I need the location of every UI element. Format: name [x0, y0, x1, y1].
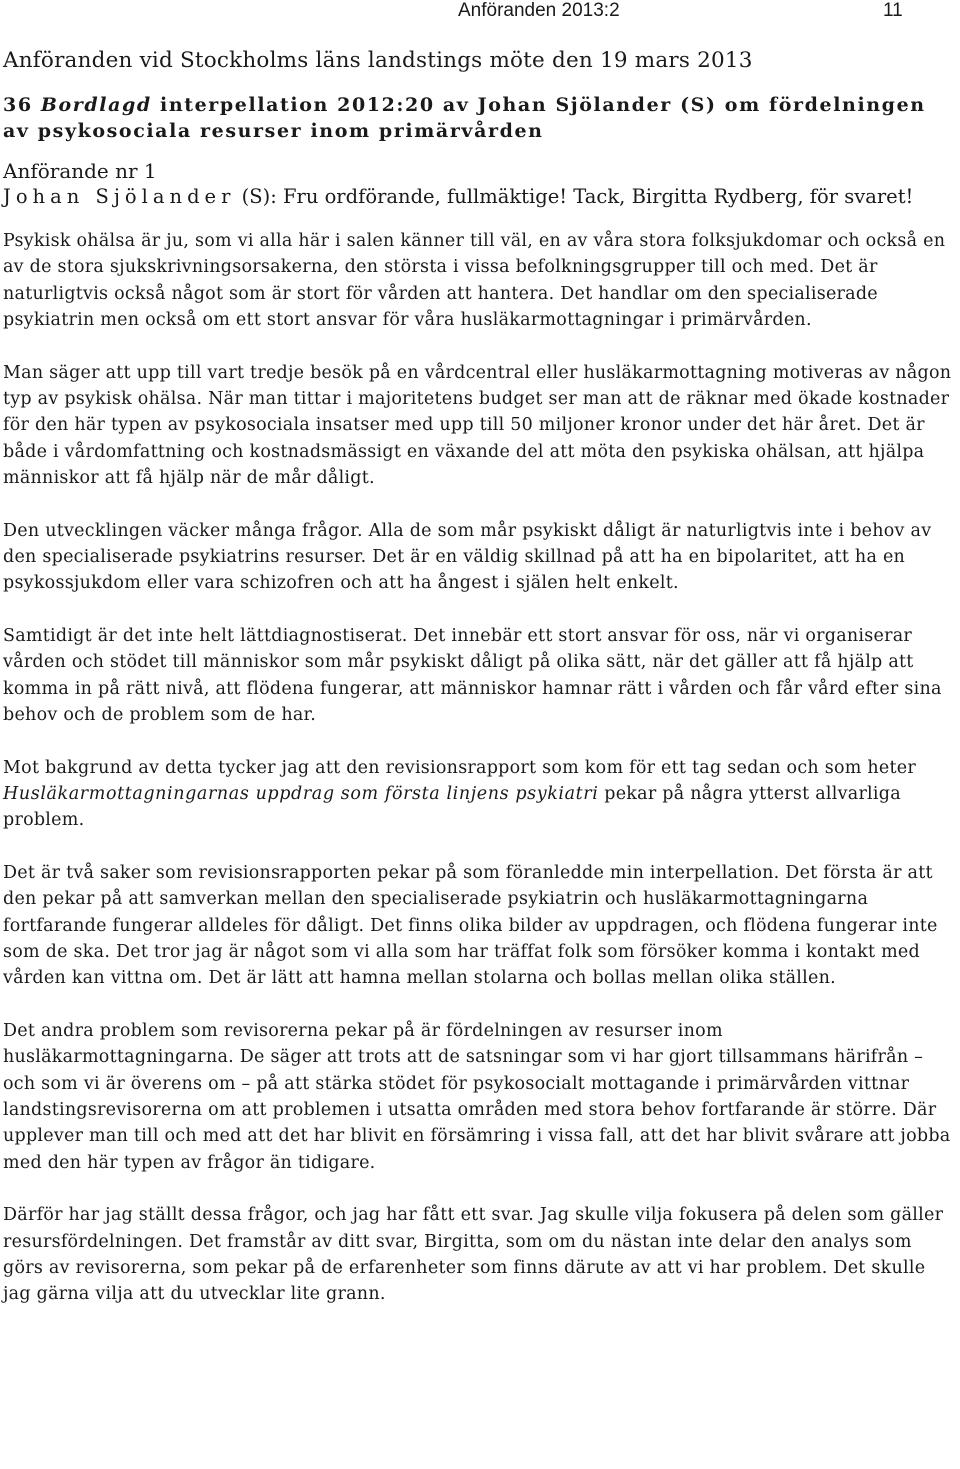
- agenda-item-heading: [3, 92, 955, 144]
- speaker-opening: (S): Fru ordförande, fullmäktige! Tack, Birgitta Rydberg, för svaret!: [235, 185, 914, 208]
- minutes-title: Anföranden vid Stockholms läns landstings möte den 19 mars 2013: [3, 48, 753, 73]
- agenda-item-number: 36: [3, 94, 33, 116]
- paragraph-8: Därför har jag ställt dessa frågor, och jag har fått ett svar. Jag skulle vilja fokusera på delen som gäller resursfördelningen. Det framstår av ditt svar, Birgitta, som om du nästan inte delar den analys som görs av revisorerna, som pekar på de erfarenheter som finns därute av att vi har problem. Det skulle jag gärna vilja att du utvecklar lite grann.: [3, 1205, 944, 1305]
- agenda-item-subject: interpellation 2012:20 av Johan Sjölander (S) om fördelningen av psykosociala resurser inom primärvården: [3, 94, 926, 142]
- paragraph-7: Det andra problem som revisorerna pekar på är fördelningen av resurser inom husläkarmottagningarna. De säger att trots att de satsningar som vi har gjort tillsammans härifrån – och som vi är överens om – på att stärka stödet för psykosocialt mottagande i primärvården vittnar landstingsrevisorerna om att problemen i utsatta områden med stora behov fortfarande är större. Där upplever man till och med att det har blivit en försämring i vissa fall, att det har blivit svårare att jobba med den här typen av frågor än tidigare.: [3, 1020, 951, 1173]
- speech-number: Anförande nr 1: [3, 159, 157, 183]
- running-header: [458, 0, 908, 22]
- page-number: 11: [883, 0, 903, 21]
- speaker-name: Johan Sjölander: [3, 185, 236, 208]
- paragraph-5-before: Mot bakgrund av detta tycker jag att den revisionsrapport som kom för ett tag sedan och som heter: [3, 757, 917, 778]
- paragraph-4: Samtidigt är det inte helt lättdiagnostiserat. Det innebär ett stort ansvar för oss, när vi organiserar vården och stödet till människor som mår psykiskt dåligt på olika sätt, när det gäller att få hjälp att komma in på rätt nivå, att flödena fungerar, att människor hamnar rätt i vården och får vård efter sina behov och de problem som de har.: [3, 625, 942, 726]
- running-title: Anföranden 2013:2: [458, 0, 620, 21]
- speaker-line: [3, 184, 955, 210]
- paragraph-5: [3, 755, 955, 834]
- report-title: Husläkarmottagningarnas uppdrag som första linjens psykiatri: [3, 783, 599, 804]
- document-body: [3, 46, 955, 1334]
- paragraph-5-after: pekar på några ytterst allvarliga problem.: [3, 783, 901, 831]
- paragraph-1: Psykisk ohälsa är ju, som vi alla här i salen känner till väl, en av våra stora folksjukdomar och också en av de stora sjukskrivningsorsakerna, den största i vissa befolkningsgrupper till och med. Det är naturligtvis också något som är stort för vården att hantera. Det handlar om den specialiserade psykiatrin men också om ett stort ansvar för våra husläkarmottagningar i primärvården.: [3, 231, 946, 331]
- agenda-item-status: Bordlagd: [40, 94, 152, 116]
- paragraph-6: Det är två saker som revisionsrapporten pekar på som föranledde min interpellation. Det första är att den pekar på att samverkan mellan den specialiserade psykiatrin och husläkarmottagningarna fortfarande fungerar alldeles för dåligt. Det finns olika bilder av uppdragen, och flödena fungerar inte som de ska. Det tror jag är något som vi alla som har träffat folk som försöker komma i kontakt med vården kan vittna om. Det är lätt att hamna mellan stolarna och bollas mellan olika ställen.: [3, 862, 938, 989]
- paragraph-2: Man säger att upp till vart tredje besök på en vårdcentral eller husläkarmottagning motiveras av någon typ av psykisk ohälsa. När man tittar i majoritetens budget ser man att de räknar med ökade kostnader för den här typen av psykosociala insatser med upp till 50 miljoner kronor under det här året. Det är både i vårdomfattning och kostnadsmässigt en växande del att möta den psykiska ohälsan, att hjälpa människor att få hjälp när de mår dåligt.: [3, 362, 952, 489]
- paragraph-3: Den utvecklingen väcker många frågor. Alla de som mår psykiskt dåligt är naturligtvis inte i behov av den specialiserade psykiatrins resurser. Det är en väldig skillnad på att ha en bipolaritet, att ha en psykossjukdom eller vara schizofren och att ha ångest i själen helt enkelt.: [3, 520, 932, 594]
